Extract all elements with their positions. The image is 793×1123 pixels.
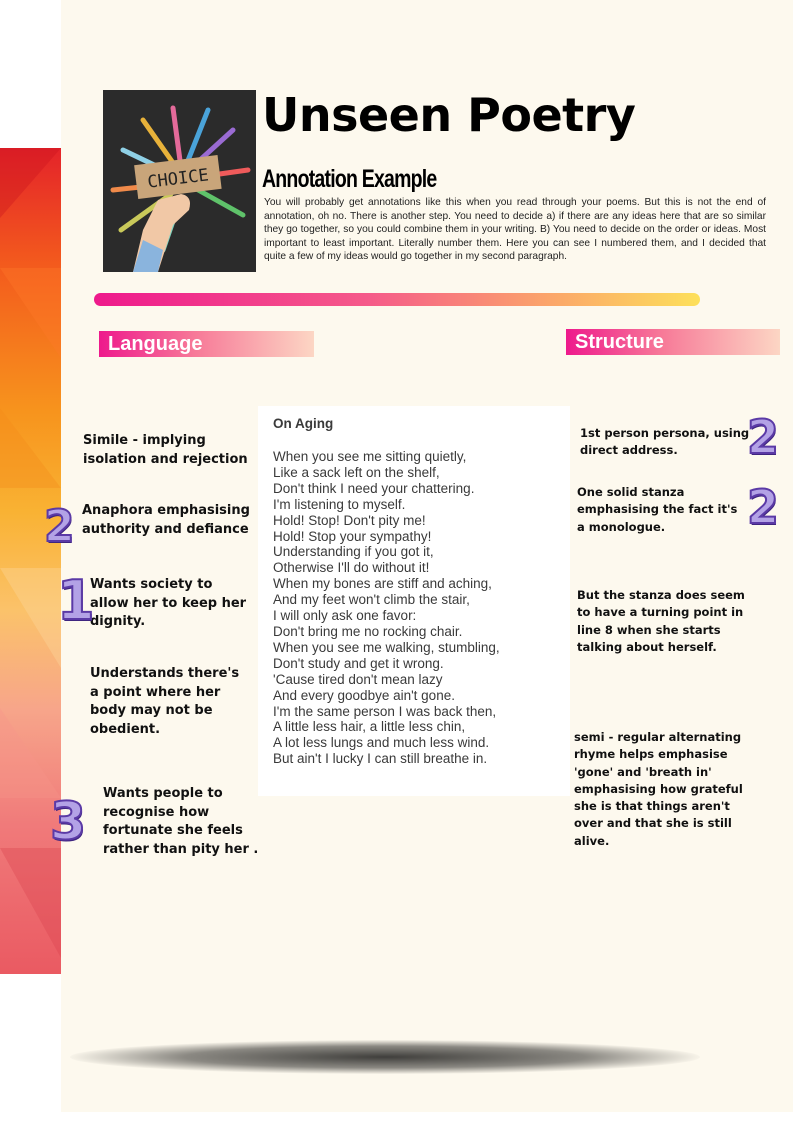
decorative-gradient-bar — [94, 293, 700, 306]
page-shadow — [70, 1040, 700, 1074]
language-note: Anaphora emphasising authority and defiance — [82, 503, 250, 537]
poem-line: Otherwise I'll do without it! — [273, 560, 430, 576]
poem-line: I will only ask one favor: — [273, 608, 417, 624]
language-heading: Language — [99, 331, 314, 357]
poem-title: On Aging — [273, 416, 334, 431]
rank-number-icon: 2 — [747, 410, 780, 464]
rank-number-icon: 3 — [50, 792, 87, 852]
poem-line: And my feet won't climb the stair, — [273, 592, 470, 608]
poem-line: Hold! Stop! Don't pity me! — [273, 512, 426, 528]
poem-line: Understanding if you got it, — [273, 544, 434, 560]
poem-line: And every goodbye ain't gone. — [273, 687, 455, 703]
structure-note: One solid stanza emphasising the fact it's a monologue. — [577, 485, 738, 534]
poem-line: A little less hair, a little less chin, — [273, 719, 466, 735]
poem-line: Don't think I need your chattering. — [273, 480, 475, 496]
rank-number-icon: 2 — [44, 501, 75, 552]
poem-line: Don't study and get it wrong. — [273, 655, 444, 671]
poem-line: Hold! Stop your sympathy! — [273, 528, 432, 544]
structure-heading: Structure — [566, 329, 780, 355]
page-subtitle: Annotation Example — [262, 165, 437, 193]
language-note: Wants people to recognise how fortunate she feels rather than pity her . — [103, 786, 259, 857]
language-note: Wants society to allow her to keep her dignity. — [90, 577, 247, 629]
poem-line: When you see me sitting quietly, — [273, 449, 467, 464]
choice-photo — [103, 90, 256, 272]
language-note: Simile - implying isolation and rejection — [83, 433, 248, 467]
structure-note: 1st person persona, using direct address. — [580, 426, 750, 458]
poem-line: 'Cause tired don't mean lazy — [273, 671, 443, 687]
choice-sign-text: CHOICE — [146, 165, 210, 193]
poem-line: I'm listening to myself. — [273, 496, 406, 512]
poem-line: Don't bring me no rocking chair. — [273, 623, 463, 639]
rank-number-icon: 2 — [747, 480, 780, 534]
poem-line: But ain't I lucky I can still breathe in. — [273, 751, 488, 767]
page-title: Unseen Poetry — [262, 88, 636, 142]
poem-line: Like a sack left on the shelf, — [273, 464, 440, 480]
structure-note: But the stanza does seem to have a turning point in line 8 when she starts talking about herself. — [577, 588, 745, 654]
poem-line: When my bones are stiff and aching, — [273, 576, 492, 592]
language-note: Understands there's a point where her body may not be obedient. — [90, 666, 240, 737]
intro-paragraph: You will probably get annotations like this when you read through your poems. But this is not the end of annotation, oh no. There is another step. You need to decide a) if there are any ideas here that are so similar they go together, so you could combine them in your writing. B) You need to decide on the order or ideas. Most important to least important. Literally number them. Here you can see I numbered them, and I decided that quite a few of my ideas would go together in my second paragraph. — [264, 197, 766, 263]
poem-line: I'm the same person I was back then, — [273, 703, 497, 719]
rank-number-icon: 1 — [57, 569, 95, 632]
poem-line: When you see me walking, stumbling, — [273, 639, 500, 655]
structure-note: semi - regular alternating rhyme helps emphasise 'gone' and 'breath in' emphasising how grateful she is that things aren't over and that she is still alive. — [574, 730, 743, 848]
poem-lines — [273, 449, 500, 767]
poem-line: A lot less lungs and much less wind. — [273, 735, 490, 751]
